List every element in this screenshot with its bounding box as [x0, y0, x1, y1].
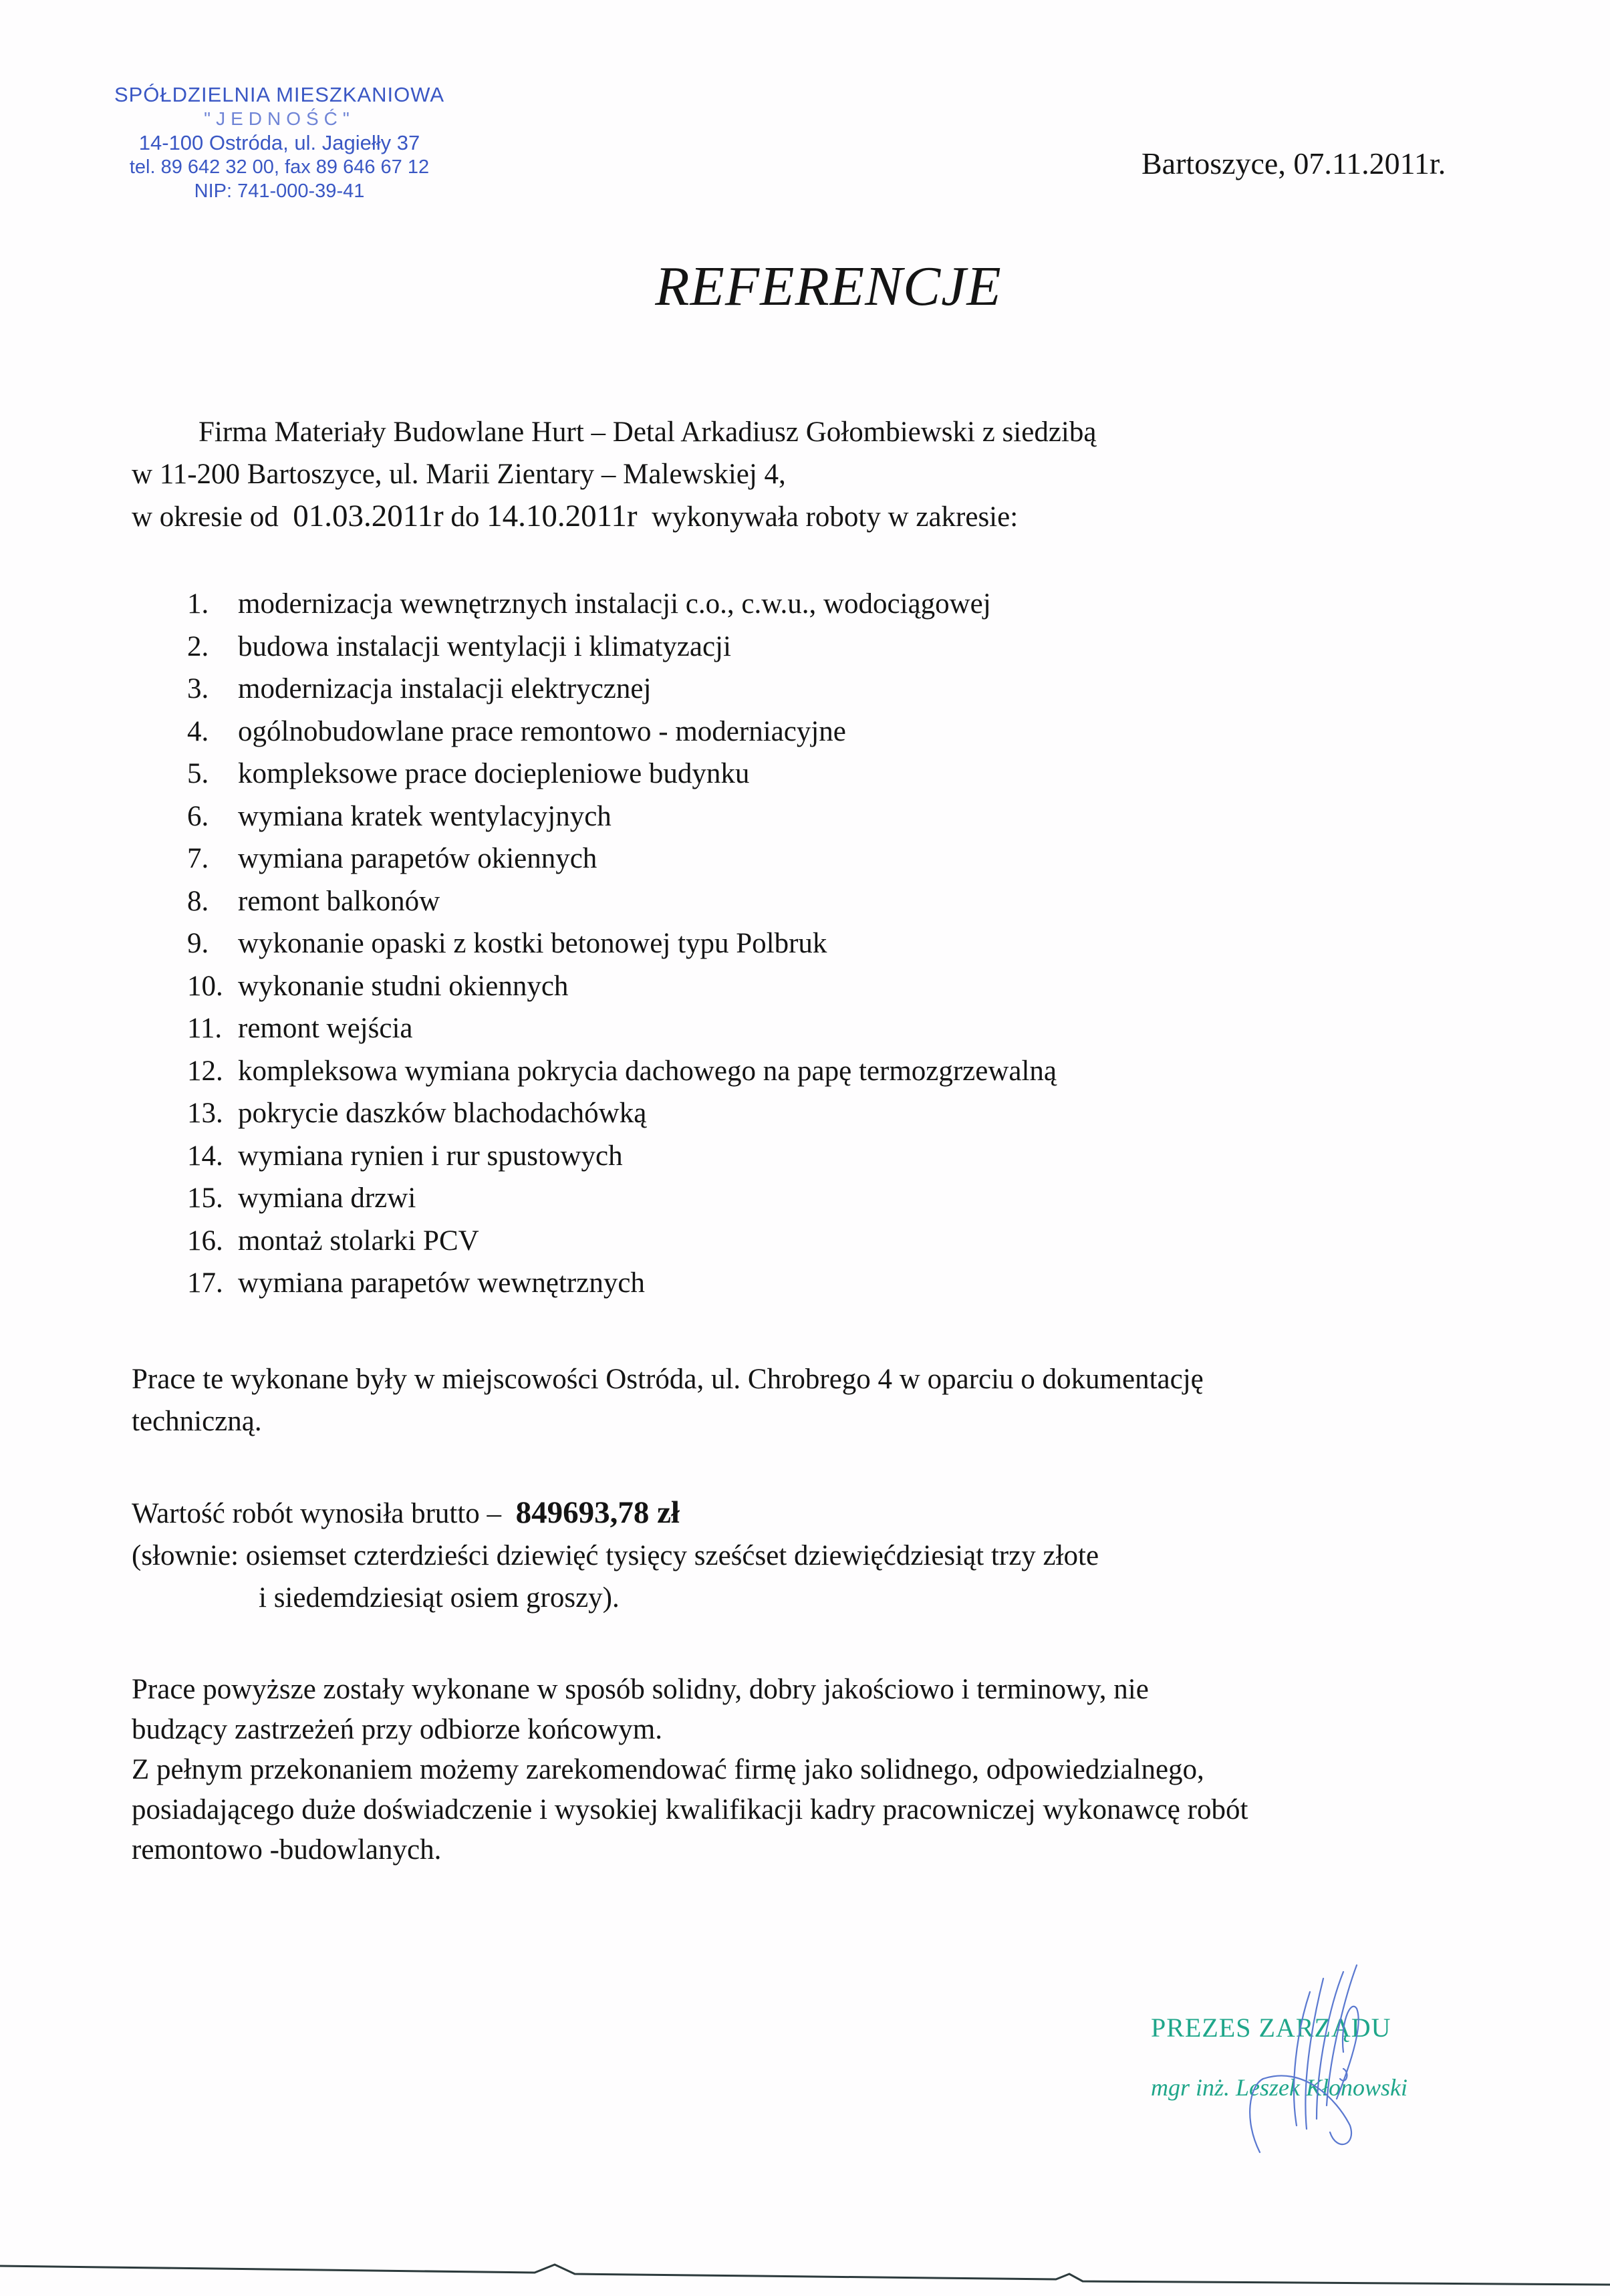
stamp-address: 14-100 Ostróda, ul. Jagiełły 37	[138, 131, 420, 154]
work-item-text: budowa instalacji wentylacji i klimatyzacji	[238, 630, 731, 662]
work-item	[187, 1135, 1057, 1178]
work-item-text: wymiana kratek wentylacyjnych	[238, 800, 612, 832]
work-item-text: kompleksowe prace dociepleniowe budynku	[238, 758, 750, 789]
work-item-text: wymiana parapetów wewnętrznych	[238, 1267, 645, 1299]
work-item-text: ogólnobudowlane prace remontowo - moderniacyjne	[238, 715, 846, 747]
work-item	[187, 1007, 1057, 1050]
work-item	[187, 1050, 1057, 1093]
work-item-number: 14.	[187, 1140, 223, 1172]
signatory-name: mgr inż. Leszek Kłonowski	[1151, 2074, 1408, 2101]
value-in-words-1: (słownie: osiemset czterdzieści dziewięć tysięcy sześćset dziewięćdziesiąt trzy złote	[132, 1540, 1099, 1571]
work-item	[187, 583, 1057, 626]
value-line	[132, 1492, 1099, 1535]
work-item-text: wykonanie studni okiennych	[238, 970, 569, 1002]
work-item-number: 4.	[187, 715, 209, 747]
closing-line-2: budzący zastrzeżeń przy odbiorze końcowym.	[132, 1714, 662, 1745]
stamp-phone-fax: tel. 89 642 32 00, fax 89 646 67 12	[129, 156, 430, 178]
work-item-text: wymiana drzwi	[238, 1182, 416, 1214]
work-item-text: wymiana rynien i rur spustowych	[238, 1140, 623, 1172]
value-in-words-2: i siedemdziesiąt osiem groszy).	[259, 1582, 620, 1614]
document-date: Bartoszyce, 07.11.2011r.	[1142, 146, 1446, 180]
document-title: REFERENCJE	[655, 255, 1002, 317]
intro-period-suffix: wykonywała roboty w zakresie:	[637, 501, 1019, 533]
work-item-text: modernizacja instalacji elektrycznej	[238, 673, 652, 705]
work-item	[187, 753, 1057, 795]
work-item-number: 11.	[187, 1013, 223, 1044]
work-item-number: 1.	[187, 588, 209, 620]
stamp-nip: NIP: 741-000-39-41	[194, 180, 365, 202]
location-line-2: techniczną.	[132, 1406, 262, 1437]
date-to: 14.10.2011r	[487, 499, 638, 533]
location-line-1: Prace te wykonane były w miejscowości Ostróda, ul. Chrobrego 4 w oparciu o dokumentację	[132, 1364, 1204, 1395]
intro-period-mid: do	[443, 501, 487, 533]
work-item	[187, 838, 1057, 880]
signatory-title: PREZES ZARZĄDU	[1151, 2013, 1391, 2043]
stamp-org-subname: "JEDNOŚĆ"	[204, 108, 355, 129]
work-item-number: 10.	[187, 970, 223, 1002]
work-item	[187, 668, 1057, 711]
closing-line-5: remontowo -budowlanych.	[132, 1834, 442, 1866]
work-item	[187, 1177, 1057, 1220]
work-item-text: montaż stolarki PCV	[238, 1225, 479, 1257]
work-item-number: 12.	[187, 1055, 223, 1087]
closing-line-3: Z pełnym przekonaniem możemy zarekomendować firmę jako solidnego, odpowiedzialnego,	[132, 1754, 1204, 1785]
value-prefix: Wartość robót wynosiła brutto –	[132, 1498, 516, 1529]
work-item	[187, 1092, 1057, 1135]
work-item	[187, 711, 1057, 753]
work-item-text: pokrycie daszków blachodachówką	[238, 1098, 647, 1129]
work-item-text: wymiana parapetów okiennych	[238, 843, 597, 874]
work-item-number: 8.	[187, 885, 209, 917]
closing-paragraph	[132, 1670, 1248, 1870]
work-item-number: 2.	[187, 630, 209, 662]
work-item-number: 6.	[187, 800, 209, 832]
works-list	[187, 583, 1057, 1305]
date-from: 01.03.2011r	[293, 499, 444, 533]
work-item-number: 3.	[187, 673, 209, 705]
work-item-text: remont wejścia	[238, 1013, 413, 1044]
stamp-org-name: SPÓŁDZIELNIA MIESZKANIOWA	[114, 83, 445, 106]
work-item-number: 17.	[187, 1267, 223, 1299]
work-item-number: 7.	[187, 843, 209, 874]
intro-period-prefix: w okresie od	[132, 501, 293, 533]
page-edge-line	[0, 2259, 1610, 2293]
intro-line-1: Firma Materiały Budowlane Hurt – Detal Arkadiusz Gołombiewski z siedzibą	[198, 416, 1097, 448]
work-item-text: modernizacja wewnętrznych instalacji c.o., c.w.u., wodociągowej	[238, 588, 991, 620]
location-paragraph	[132, 1358, 1204, 1442]
work-item-number: 5.	[187, 758, 209, 789]
work-item-number: 9.	[187, 928, 209, 959]
work-item	[187, 626, 1057, 668]
organization-stamp	[92, 83, 466, 203]
closing-line-4: posiadającego duże doświadczenie i wysokiej kwalifikacji kadry pracowniczej wykonawcę robót	[132, 1794, 1248, 1825]
work-item-number: 13.	[187, 1098, 223, 1129]
value-paragraph	[132, 1492, 1099, 1619]
work-item-number: 15.	[187, 1182, 223, 1214]
work-item-text: wykonanie opaski z kostki betonowej typu Polbruk	[238, 928, 827, 959]
value-amount: 849693,78 zł	[515, 1495, 680, 1530]
closing-line-1: Prace powyższe zostały wykonane w sposób solidny, dobry jakościowo i terminowy, nie	[132, 1674, 1149, 1705]
intro-line-3	[132, 495, 1096, 538]
work-item	[187, 795, 1057, 838]
intro-paragraph	[132, 411, 1096, 538]
work-item	[187, 1220, 1057, 1263]
work-item	[187, 965, 1057, 1008]
work-item	[187, 922, 1057, 965]
handwritten-signature	[1223, 1952, 1424, 2166]
intro-line-2: w 11-200 Bartoszyce, ul. Marii Zientary – Malewskiej 4,	[132, 459, 786, 490]
work-item-number: 16.	[187, 1225, 223, 1257]
work-item-text: kompleksowa wymiana pokrycia dachowego na papę termozgrzewalną	[238, 1055, 1057, 1087]
work-item	[187, 880, 1057, 923]
work-item-text: remont balkonów	[238, 885, 440, 917]
work-item	[187, 1262, 1057, 1305]
